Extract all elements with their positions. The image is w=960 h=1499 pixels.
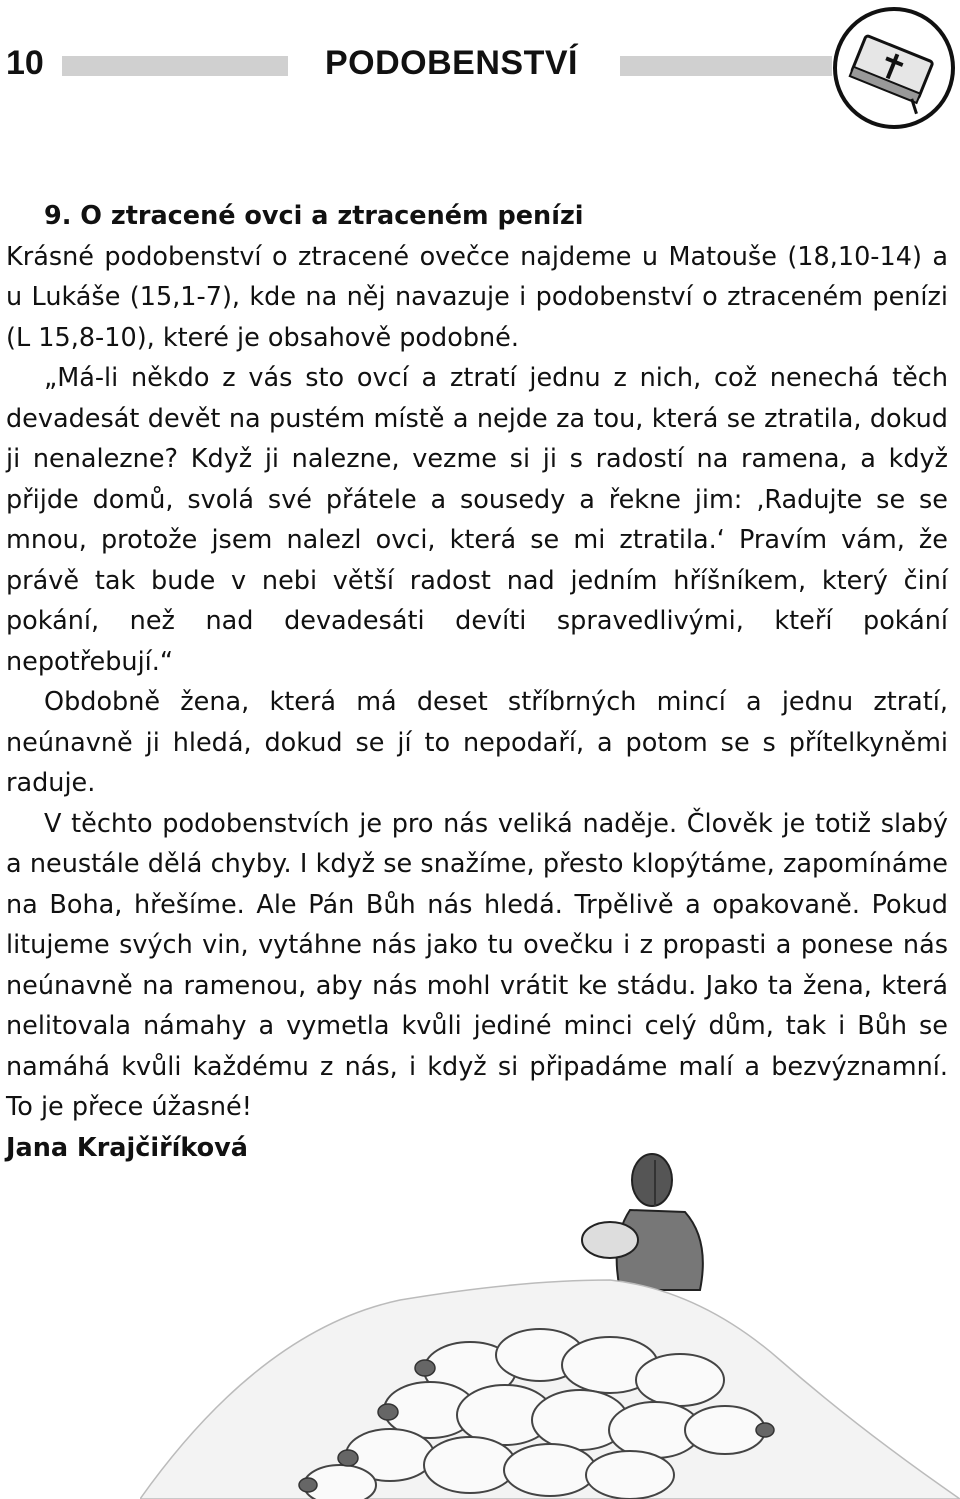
article-title: 9. O ztracené ovci a ztraceném penízi bbox=[44, 201, 584, 231]
article-paragraph-quote: „Má-li někdo z vás sto ovcí a ztratí jednu z nich, což nenechá těch devadesát devět na pustém místě a nejde za tou, která se ztratila, dokud ji nenalezne? Když ji nalezne, vezme si ji s radostí na ramena, a když přijde domů, svolá své přátele a sousedy a řekne jim: ‚Radujte se se mnou, protože jsem nalezl ovci, která se mi ztratila.‘ Pravím vám, že právě tak bude v nebi větší radost nad jedním hříšníkem, který činí pokání, než nad devadesáti devíti spravedlivými, kteří pokání nepotřebují.“ bbox=[6, 363, 948, 677]
header-bar-left bbox=[62, 56, 288, 76]
page-number: 10 bbox=[6, 44, 44, 82]
header-bar-right bbox=[620, 56, 832, 76]
article-paragraph-coin: Obdobně žena, která má deset stříbrných mincí a jednu ztratí, neúnavně ji hledá, dokud se jí to nepodaří, a potom se s přítelkyněmi raduje. bbox=[6, 687, 948, 798]
shepherd-with-sheep-illustration bbox=[140, 1130, 960, 1499]
article-author: Jana Krajčiříková bbox=[6, 1132, 249, 1163]
article-paragraph-reflection: V těchto podobenstvích je pro nás veliká naděje. Člověk je totiž slabý a neustále dělá chyby. I když se snažíme, přesto klopýtáme, zapomínáme na Boha, hřešíme. Ale Pán Bůh nás hledá. Trpělivě a opakovaně. Pokud litujeme svých vin, vytáhne nás jako tu ovečku i z propasti a ponese nás neúnavně na ramenou, aby nás mohl vrátit ke stádu. Jako ta žena, která nelitovala námahy a vymetla kvůli jediné minci celý dům, tak i Bůh se namáhá kvůli každému z nás, i když si připadáme malí a bezvýznamní. To je přece úžasné! bbox=[6, 808, 948, 1122]
bible-book-icon bbox=[830, 4, 958, 132]
section-title: PODOBENSTVÍ bbox=[325, 44, 578, 82]
article-paragraph-intro: Krásné podobenství o ztracené ovečce najdeme u Matouše (18,10-14) a u Lukáše (15,1-7), kde na něj navazuje i podobenství o ztraceném penízi (L 15,8-10), které je obsahově podobné. bbox=[6, 241, 948, 353]
article bbox=[6, 196, 948, 1168]
page-header bbox=[0, 0, 960, 140]
